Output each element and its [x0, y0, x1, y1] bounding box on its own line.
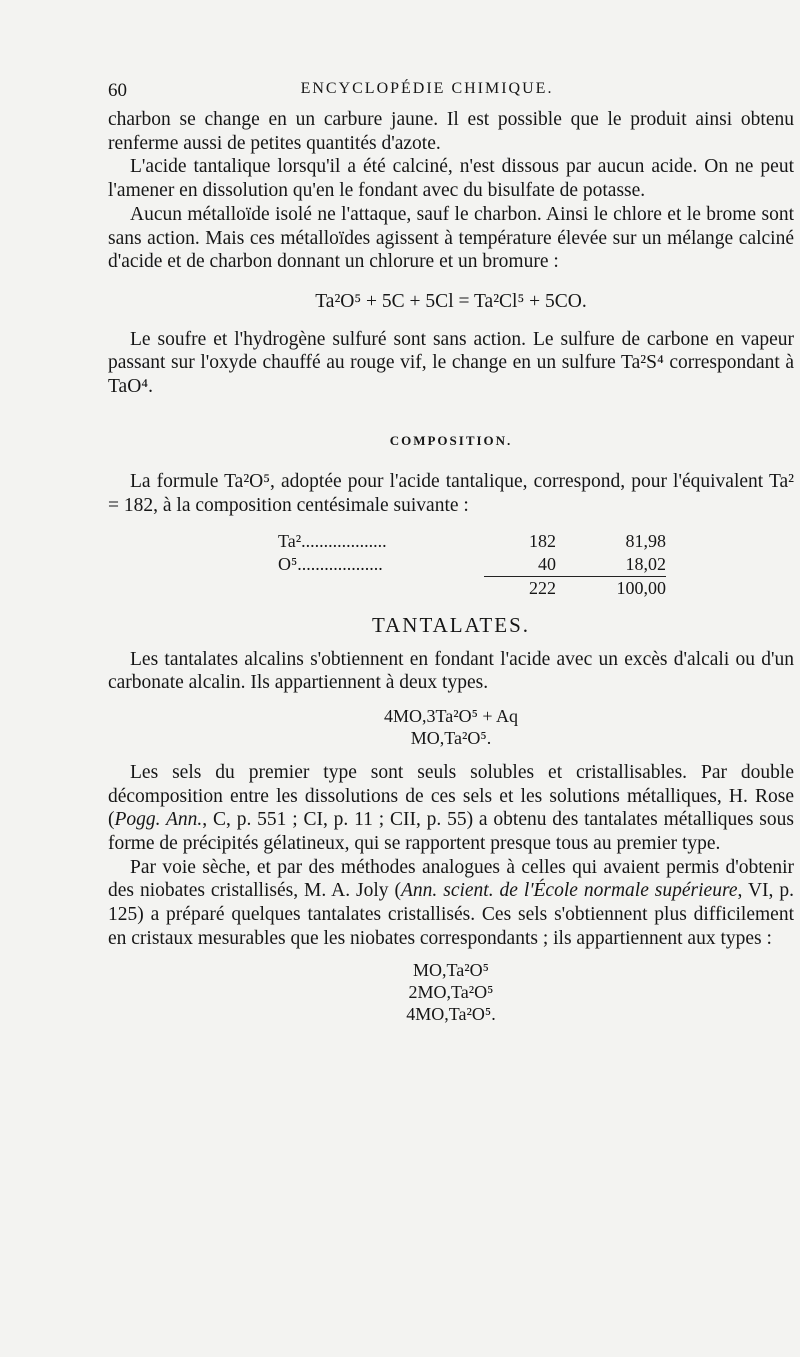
- paragraph-3: Aucun métalloïde isolé ne l'attaque, sauf le charbon. Ainsi le chlore et le brome sont sans action. Mais ces métalloïdes agissent à température élevée sur un mélange calciné d'acide et de charbon donnant un chlorure et un bromure :: [108, 203, 794, 273]
- row-mass: 40: [538, 553, 556, 574]
- table-total-row: [278, 576, 666, 600]
- page-header: [108, 80, 746, 104]
- formula-line: MO,Ta²O⁵.: [410, 727, 492, 748]
- heading-composition: COMPOSITION.: [389, 432, 513, 448]
- main-text: [108, 108, 794, 1025]
- citation-pogg: Pogg. Ann.: [114, 809, 203, 831]
- equation-chlorination: Ta²O⁵ + 5C + 5Cl = Ta²Cl⁵ + 5CO.: [315, 290, 587, 312]
- formula-line: MO,Ta²O⁵: [413, 959, 489, 980]
- paragraph-8: Par voie sèche, et par des méthodes analogues à celles qui avaient permis d'obtenir des niobates cristallisés, M. A. Joly (Ann. scient. de l'École normale supérieure, VI, p. 125) a préparé quelques tantalates cristallisés. Ces sels s'obtiennent plus difficilement en cristaux mesurables que les niobates correspondants ; ils appartiennent aux types :: [108, 856, 794, 949]
- total-mass: 222: [484, 576, 556, 600]
- row-element: O⁵: [278, 554, 298, 575]
- paragraph-1: charbon se change en un carbure jaune. Il est possible que le produit ainsi obtenu renferme aussi de petites quantités d'azote.: [108, 109, 794, 154]
- paragraph-2: L'acide tantalique lorsqu'il a été calciné, n'est dissous par aucun acide. On ne peut l'amener en dissolution qu'en le fondant avec du bisulfate de potasse.: [108, 156, 794, 202]
- table-row: [278, 530, 666, 553]
- paragraph-7: Les sels du premier type sont seuls solubles et cristallisables. Par double décomposition entre les dissolutions de ces sels et les solutions métalliques, H. Rose (Pogg. Ann., C, p. 551 ; CI, p. 11 ; CII, p. 55) a obtenu des tantalates métalliques sous forme de précipités gélatineux, qui se rapportent presque tous au premier type.: [108, 761, 794, 855]
- total-percent: 100,00: [556, 576, 666, 600]
- row-percent: 81,98: [625, 530, 666, 551]
- formula-block-2: [108, 959, 794, 1025]
- heading-tantalates: TANTALATES.: [371, 612, 531, 637]
- page-number: 60: [108, 80, 127, 101]
- paragraph-6: Les tantalates alcalins s'obtiennent en fondant l'acide avec un excès d'alcali ou d'un carbonate alcalin. Ils appartiennent à deux types.: [108, 648, 794, 694]
- row-dots: ...................: [301, 530, 387, 551]
- table-row: [278, 553, 666, 577]
- paragraph-4: Le soufre et l'hydrogène sulfuré sont sans action. Le sulfure de carbone en vapeur passant sur l'oxyde chauffé au rouge vif, le change en un sulfure Ta²S⁴ correspondant à TaO⁴.: [108, 328, 794, 398]
- running-title: ENCYCLOPÉDIE CHIMIQUE.: [300, 80, 554, 97]
- row-element: Ta²: [278, 530, 302, 551]
- formula-line: 2MO,Ta²O⁵: [408, 981, 494, 1002]
- row-dots: ...................: [297, 554, 383, 575]
- formula-line: 4MO,3Ta²O⁵ + Aq: [383, 705, 519, 726]
- row-percent: 18,02: [625, 553, 666, 574]
- formula-line: 4MO,Ta²O⁵.: [406, 1003, 496, 1024]
- paragraph-5: La formule Ta²O⁵, adoptée pour l'acide tantalique, correspond, pour l'équivalent Ta² = 182, à la composition centésimale suivante :: [108, 471, 794, 517]
- formula-block-1: [108, 705, 794, 749]
- citation-ann-scient: Ann. scient. de l'École normale supérieure: [401, 880, 738, 902]
- row-mass: 182: [529, 530, 556, 551]
- composition-table: [278, 530, 666, 600]
